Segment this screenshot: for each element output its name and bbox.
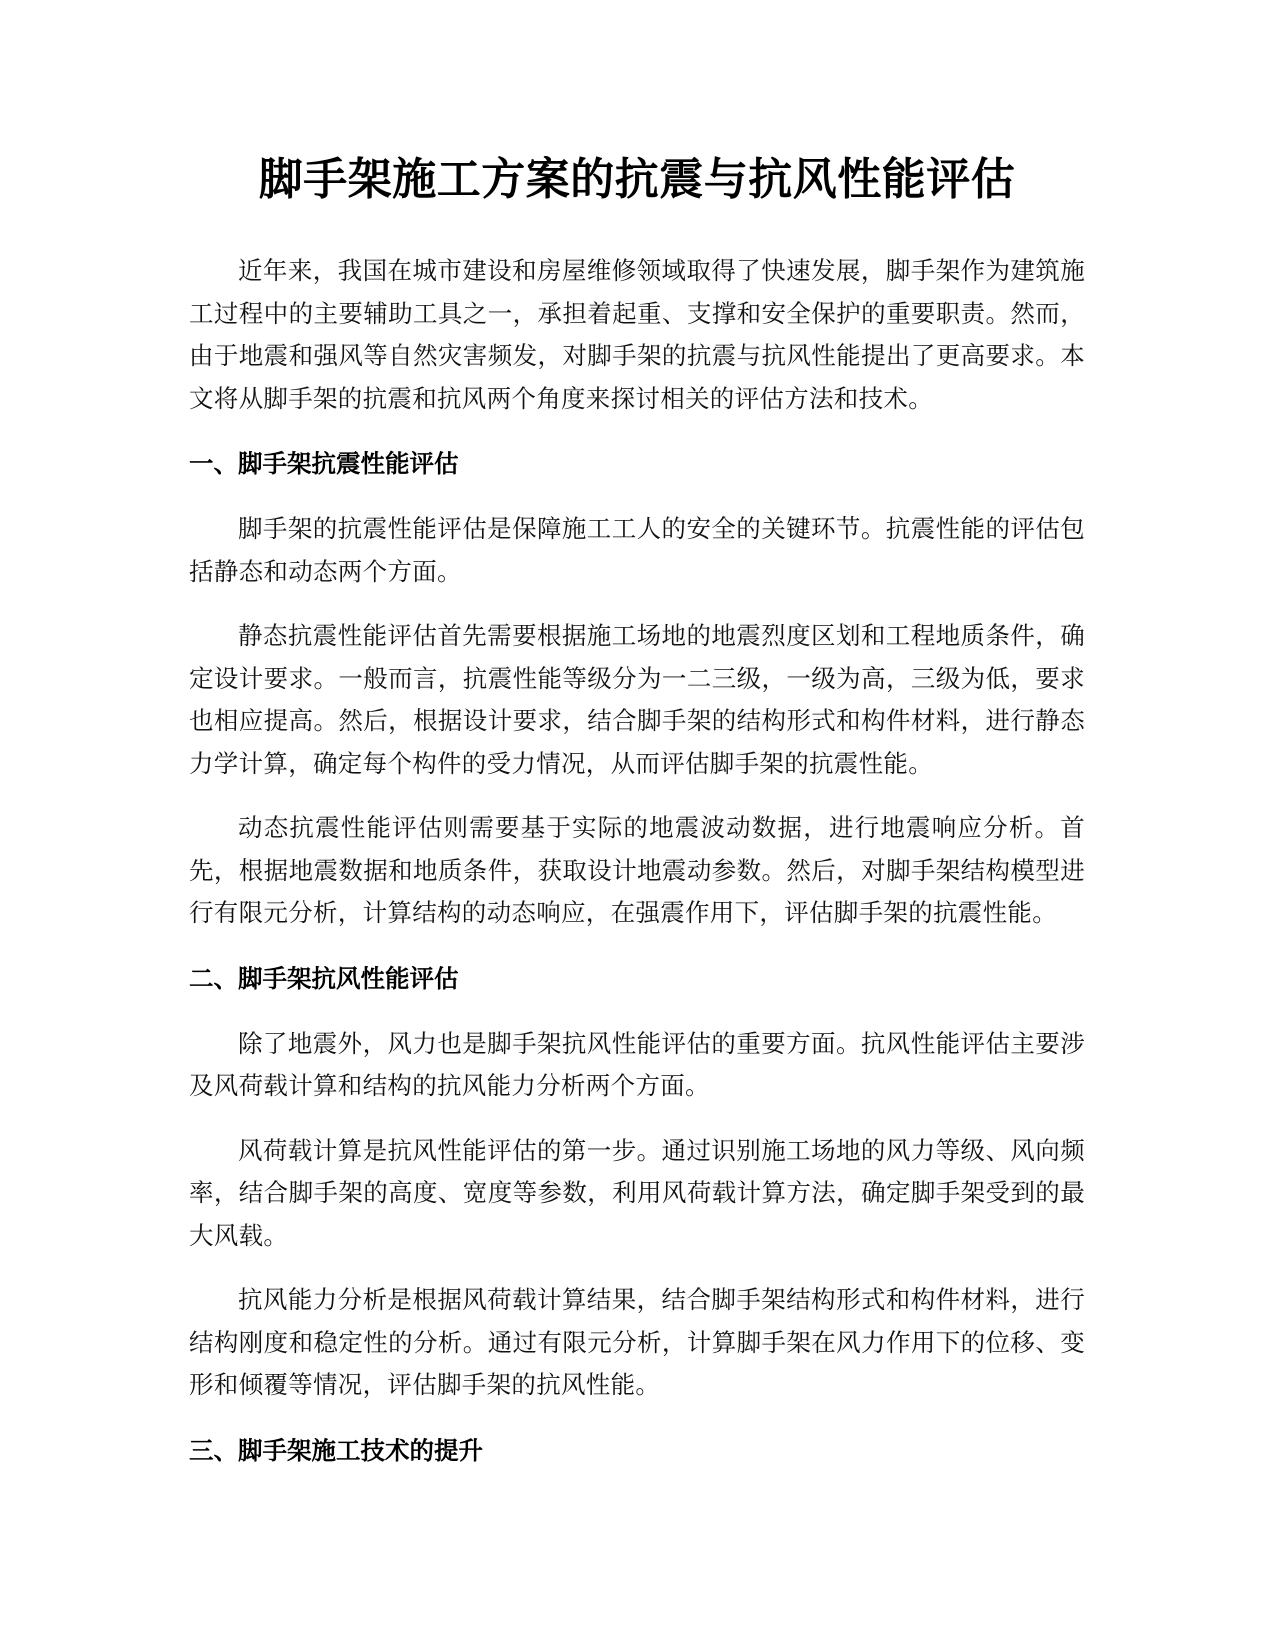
- intro-paragraph: 近年来，我国在城市建设和房屋维修领域取得了快速发展，脚手架作为建筑施工过程中的主要辅助工具之一，承担着起重、支撑和安全保护的重要职责。然而，由于地震和强风等自然灾害频发，对脚手架的抗震与抗风性能提出了更高要求。本文将从脚手架的抗震和抗风两个角度来探讨相关的评估方法和技术。: [189, 256, 1085, 413]
- paragraph: 风荷载计算是抗风性能评估的第一步。通过识别施工场地的风力等级、风向频率，结合脚手架的高度、宽度等参数，利用风荷载计算方法，确定脚手架受到的最大风载。: [189, 1135, 1085, 1250]
- section-heading-seismic: 一、脚手架抗震性能评估: [189, 449, 459, 478]
- paragraph: 动态抗震性能评估则需要基于实际的地震波动数据，进行地震响应分析。首先，根据地震数据和地质条件，获取设计地震动参数。然后，对脚手架结构模型进行有限元分析，计算结构的动态响应，在强震作用下，评估脚手架的抗震性能。: [189, 813, 1085, 927]
- paragraph: 抗风能力分析是根据风荷载计算结果，结合脚手架结构形式和构件材料，进行结构刚度和稳定性的分析。通过有限元分析，计算脚手架在风力作用下的位移、变形和倾覆等情况，评估脚手架的抗风性能。: [189, 1285, 1085, 1399]
- section-heading-technique: 三、脚手架施工技术的提升: [189, 1435, 483, 1465]
- paragraph: 脚手架的抗震性能评估是保障施工工人的安全的关键环节。抗震性能的评估包括静态和动态两个方面。: [189, 514, 1085, 586]
- document-body: [189, 140, 1085, 1495]
- document-title: 脚手架施工方案的抗震与抗风性能评估: [258, 154, 1016, 205]
- paragraph: 静态抗震性能评估首先需要根据施工场地的地震烈度区划和工程地质条件，确定设计要求。一般而言，抗震性能等级分为一二三级，一级为高，三级为低，要求也相应提高。然后，根据设计要求，结合脚手架的结构形式和构件材料，进行静态力学计算，确定每个构件的受力情况，从而评估脚手架的抗震性能。: [189, 621, 1085, 778]
- paragraph: 除了地震外，风力也是脚手架抗风性能评估的重要方面。抗风性能评估主要涉及风荷载计算和结构的抗风能力分析两个方面。: [189, 1028, 1085, 1100]
- section-heading-wind: 二、脚手架抗风性能评估: [189, 963, 459, 993]
